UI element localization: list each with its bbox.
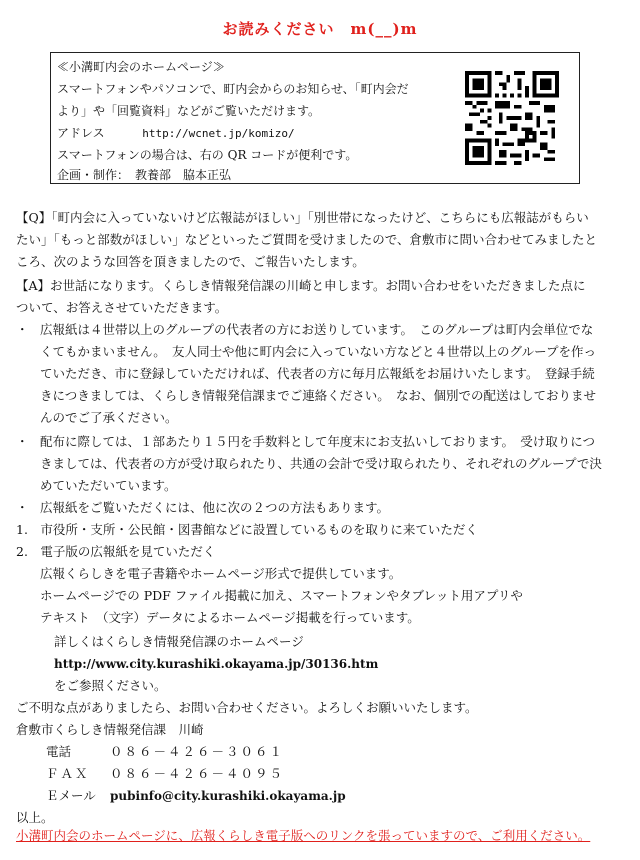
fax-number: ０８６－４２６－４０９５ bbox=[110, 766, 285, 781]
footer-notice: 小溝町内会のホームページに、広報くらしき電子版へのリンクを張っていますので、ご利用ください。 bbox=[16, 828, 591, 843]
bullet-1-line-2: くてもかまいません。 友人同士や他に町内会に入っていない方などと４世帯以上のグループを作っ bbox=[40, 344, 597, 359]
address-link[interactable]: http://wcnet.jp/komizo/ bbox=[142, 127, 295, 140]
homepage-info-box bbox=[50, 52, 580, 184]
bullet-mark-2: ・ bbox=[16, 434, 29, 449]
bullet-1-line-3: ていただき、市に登録していただければ、代表者の方に毎月広報紙をお届けいたします。 登録手続 bbox=[40, 366, 595, 381]
bullet-1-line-4: きにつきましては、くらしき情報発信課までご連絡ください。 なお、個別での配送はしておりませ bbox=[40, 388, 597, 403]
email-label: Ｅメール bbox=[46, 788, 96, 803]
address-label: アドレス bbox=[57, 126, 105, 140]
page-title: お読みください m(__)m bbox=[222, 20, 418, 38]
method-2-line-5: をご参照ください。 bbox=[54, 678, 167, 693]
question-line-3: ころ、次のような回答を頂きましたので、ご報告いたします。 bbox=[16, 254, 365, 269]
qr-code[interactable] bbox=[465, 71, 559, 165]
bullet-mark-1: ・ bbox=[16, 322, 29, 337]
method-2-line-1: 広報くらしきを電子書籍やホームページ形式で提供しています。 bbox=[40, 566, 402, 581]
box-line-1: スマートフォンやパソコンで、町内会からのお知らせ、「町内会だ bbox=[57, 82, 409, 96]
kurashiki-url-link[interactable]: http://www.city.kurashiki.okayama.jp/30136.htm bbox=[54, 657, 379, 671]
method-2-line-4: 詳しくはくらしき情報発信課のホームページ bbox=[54, 634, 304, 649]
box-heading: ≪小溝町内会のホームページ≫ bbox=[57, 60, 225, 74]
question-line-2: たい」「もっと部数がほしい」などといったご質問を受けましたので、倉敷市に問い合わせてみましたと bbox=[16, 232, 598, 247]
closing-signature: 倉敷市くらしき情報発信課 川崎 bbox=[16, 722, 204, 737]
bullet-mark-3: ・ bbox=[16, 500, 29, 515]
address-row bbox=[57, 125, 295, 142]
method-2-line-3: テキスト （文字）データによるホームページ掲載を行っています。 bbox=[40, 610, 420, 625]
answer-line-2: ついて、お答えさせていただきます。 bbox=[16, 300, 228, 315]
bullet-1-line-5: んのでご了承ください。 bbox=[40, 410, 178, 425]
question-line-1: 【Q】「町内会に入っていないけど広報誌がほしい」「別世帯になったけど、こちらにも広報誌がもらい bbox=[16, 210, 589, 225]
closing-line-1: ご不明な点がありましたら、お問い合わせください。よろしくお願いいたします。 bbox=[16, 700, 478, 715]
bullet-3-line-1: 広報紙をご覧いただくには、他に次の２つの方法もあります。 bbox=[40, 500, 390, 515]
bullet-2-line-3: めていただいています。 bbox=[40, 478, 177, 493]
method-1: 1. 市役所・支所・公民館・図書館などに設置しているものを取りに来ていただく bbox=[16, 522, 478, 537]
answer-line-1: 【A】お世話になります。くらしき情報発信課の川崎と申します。お問い合わせをいただきました点に bbox=[16, 278, 586, 293]
method-2-line-2: ホームページでの PDF ファイル掲載に加え、スマートフォンやタブレット用アプリや bbox=[40, 588, 523, 603]
fax-label: ＦＡＸ bbox=[46, 766, 90, 781]
email-link[interactable]: pubinfo@city.kurashiki.okayama.jp bbox=[110, 789, 346, 803]
bullet-1-line-1: 広報紙は４世帯以上のグループの代表者の方にお送りしています。 このグループは町内会単位でな bbox=[40, 322, 594, 337]
tel-number: ０８６－４２６－３０６１ bbox=[110, 744, 285, 759]
method-2: 2. 電子版の広報紙を見ていただく bbox=[16, 544, 216, 559]
box-line-4: スマートフォンの場合は、右の QR コードが便利です。 bbox=[57, 148, 358, 162]
bullet-2-line-2: きましては、代表者の方が受け取られたり、共通の会計で受け取られたり、それぞれのグループで決 bbox=[40, 456, 602, 471]
tel-label: 電話 bbox=[46, 744, 72, 759]
box-line-2: より」や「回覧資料」などがご覧いただけます。 bbox=[57, 104, 321, 118]
closing-end: 以上。 bbox=[16, 810, 54, 825]
bullet-2-line-1: 配布に際しては、１部あたり１５円を手数料として年度末にお支払いしております。 受け取りにつ bbox=[40, 434, 596, 449]
box-credit: 企画・制作： 教養部 脇本正弘 bbox=[57, 168, 232, 182]
